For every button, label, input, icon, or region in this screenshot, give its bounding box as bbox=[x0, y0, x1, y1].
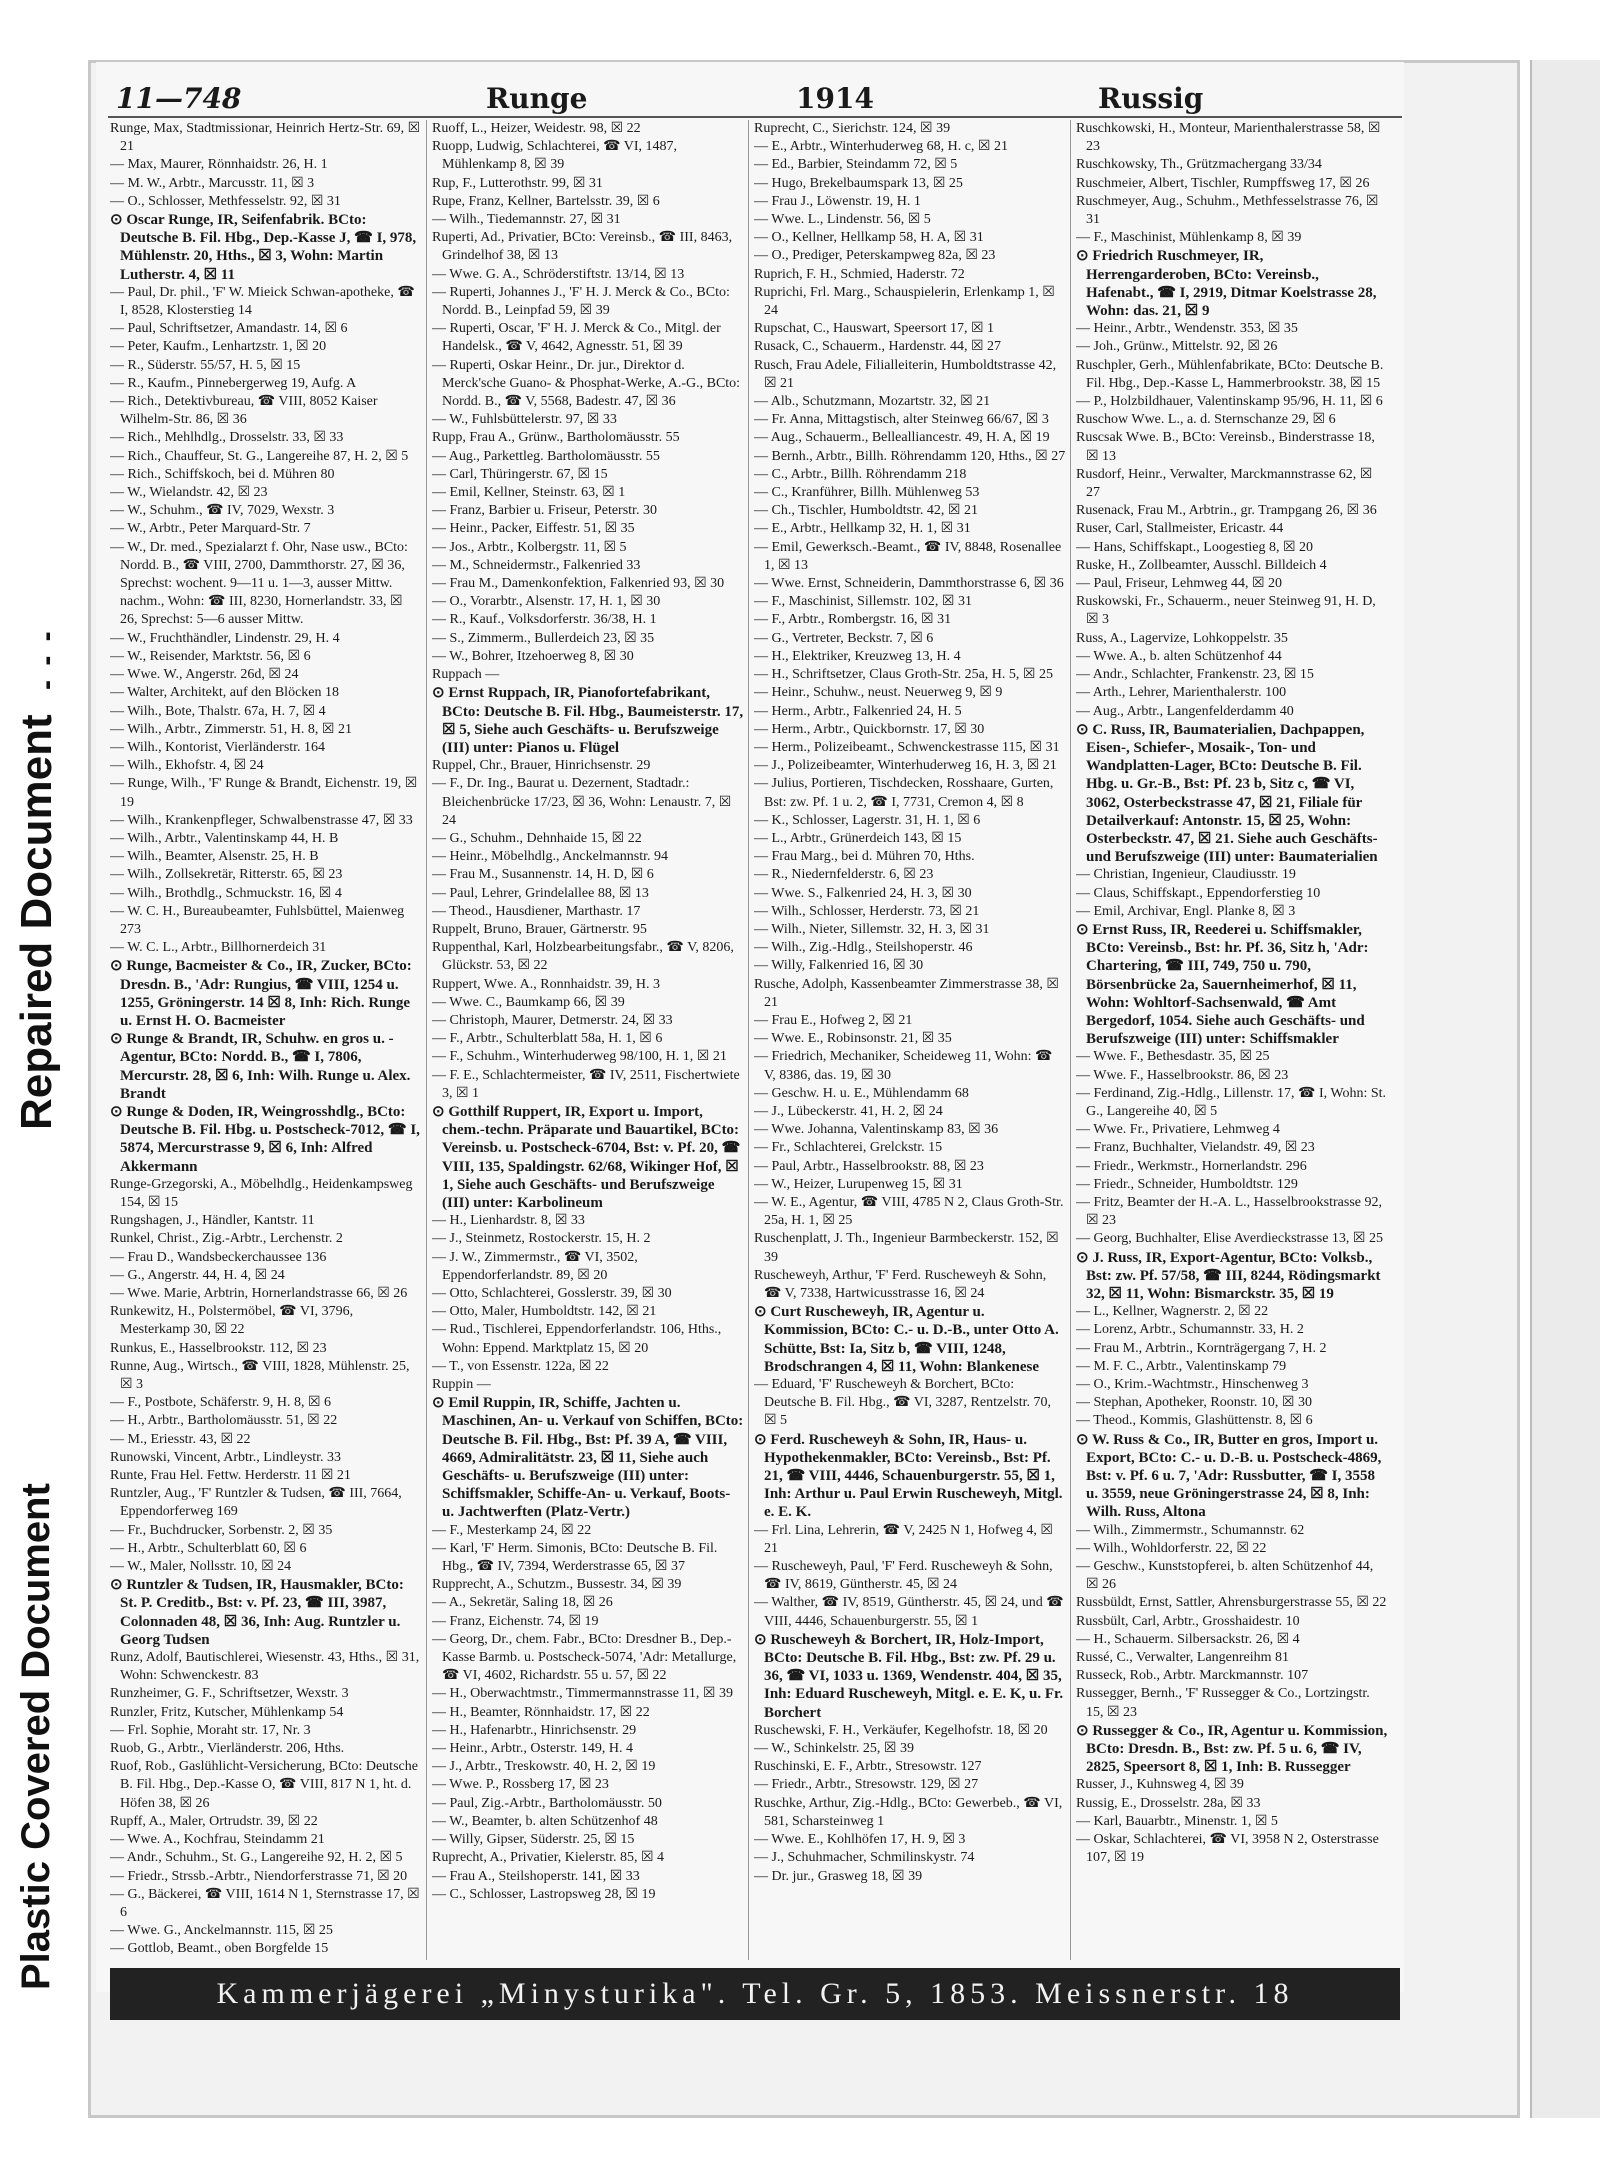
directory-entry: ⊙ Runtzler & Tudsen, IR, Hausmakler, BCto: St. P. Creditb., Bst: v. Pf. 23, ☎ III, 3987, Colonnaden 48, ☒ 36, Inh: Aug. Runtzler u. Georg Tudsen bbox=[110, 1577, 404, 1648]
directory-entry: — J., Lübeckerstr. 41, H. 2, ☒ 24 bbox=[754, 1103, 943, 1119]
directory-entry: — Frau D., Wandsbeckerchaussee 136 bbox=[110, 1249, 327, 1265]
directory-entry: — Franz, Barbier u. Friseur, Peterstr. 30 bbox=[432, 503, 657, 519]
directory-entry: — Alb., Schutzmann, Mozartstr. 32, ☒ 21 bbox=[754, 394, 991, 410]
directory-entry: — Christian, Ingenieur, Claudiusstr. 19 bbox=[1076, 867, 1296, 883]
directory-entry: — Rich., Chauffeur, St. G., Langereihe 87, H. 2, ☒ 5 bbox=[110, 448, 409, 464]
directory-entry: — Emil, Gewerksch.-Beamt., ☎ IV, 8848, Rosenallee 1, ☒ 13 bbox=[754, 539, 1062, 573]
directory-entry: — Arth., Lehrer, Marienthalerstr. 100 bbox=[1076, 685, 1287, 701]
directory-entry: — W. E., Agentur, ☎ VIII, 4785 N 2, Claus Groth-Str. 25a, H. 1, ☒ 25 bbox=[754, 1194, 1064, 1229]
directory-entry: Ruskowski, Fr., Schauerm., neuer Steinweg 91, H. D, ☒ 3 bbox=[1076, 594, 1376, 628]
directory-entry: Ruoff, L., Heizer, Weidestr. 98, ☒ 22 bbox=[432, 121, 641, 136]
directory-entry: ⊙ Runge, Bacmeister & Co., IR, Zucker, BCto: Dresdn. B., 'Adr: Rungius, ☎ VIII, 1254 u. 1255, Gröningerstr. 14 ☒ 8, Inh: Rich. Runge u. Ernst H. O. Bacmeister bbox=[110, 958, 412, 1029]
directory-entry: — W., Fruchthändler, Lindenstr. 29, H. 4 bbox=[110, 630, 340, 646]
directory-entry: — Carl, Thüringerstr. 67, ☒ 15 bbox=[432, 466, 608, 482]
adjacent-page-edge bbox=[1530, 60, 1600, 2118]
directory-entry: — Aug., Parkettleg. Bartholomäusstr. 55 bbox=[432, 448, 660, 464]
directory-columns bbox=[110, 120, 1400, 1960]
directory-entry: — L., Arbtr., Grünerdeich 143, ☒ 15 bbox=[754, 830, 962, 846]
directory-entry: Runge, Max, Stadtmissionar, Heinrich Hertz-Str. 69, ☒ 21 bbox=[110, 121, 421, 155]
directory-entry: Ruopp, Ludwig, Schlachterei, ☎ VI, 1487, Mühlenkamp 8, ☒ 39 bbox=[432, 139, 678, 173]
directory-entry: Russé, C., Verwalter, Langenreihm 81 bbox=[1076, 1650, 1290, 1666]
directory-entry: — Rud., Tischlerei, Eppendorferlandstr. 106, Hths., Wohn: Eppend. Marktplatz 15, ☒ 20 bbox=[432, 1322, 722, 1356]
directory-entry: — F. E., Schlachtermeister, ☎ IV, 2511, Fischertwiete 3, ☒ 1 bbox=[432, 1067, 740, 1101]
directory-entry: Runz, Adolf, Bautischlerei, Wiesenstr. 43, Hths., ☒ 31, Wohn: Schwenckestr. 83 bbox=[110, 1650, 420, 1684]
directory-entry: — Wilh., Brothdlg., Schmuckstr. 16, ☒ 4 bbox=[110, 885, 342, 901]
directory-entry: — Friedr., Strssb.-Arbtr., Niendorferstrasse 71, ☒ 20 bbox=[110, 1868, 408, 1884]
directory-entry: Ruprecht, C., Sierichstr. 124, ☒ 39 bbox=[754, 121, 951, 136]
directory-entry: — R., Kauf., Volksdorferstr. 36/38, H. 1 bbox=[432, 612, 657, 628]
directory-entry: ⊙ Ferd. Ruscheweyh & Sohn, IR, Haus- u. Hypothekenmakler, BCto: Vereinsb., Bst: Pf. 21, ☎ VIII, 4446, Schauenburgerstr. 55, ☒ 1, Inh: Arthur u. Paul Erwin Ruscheweyh, Mitgl. e. E. K. bbox=[754, 1431, 1063, 1521]
directory-entry: — Paul, Zig.-Arbtr., Bartholomäusstr. 50 bbox=[432, 1795, 662, 1811]
directory-entry: — Otto, Maler, Humboldtstr. 142, ☒ 21 bbox=[432, 1304, 657, 1320]
directory-entry: — Heinr., Arbtr., Wendenstr. 353, ☒ 35 bbox=[1076, 321, 1298, 337]
directory-entry: — W., Arbtr., Peter Marquard-Str. 7 bbox=[110, 521, 311, 537]
directory-entry: Ruperti, Ad., Privatier, BCto: Vereinsb., ☎ III, 8463, Grindelhof 38, ☒ 13 bbox=[432, 230, 733, 264]
column-divider bbox=[426, 120, 427, 1960]
directory-entry: Rusch, Frau Adele, Filialleiterin, Humboldtstrasse 42, ☒ 21 bbox=[754, 357, 1057, 391]
directory-entry: — Wilh., Krankenpfleger, Schwalbenstrasse 47, ☒ 33 bbox=[110, 812, 413, 828]
directory-entry: — Rich., Detektivbureau, ☎ VIII, 8052 Kaiser Wilhelm-Str. 86, ☒ 36 bbox=[110, 394, 378, 428]
directory-entry: — F., Maschinist, Sillemstr. 102, ☒ 31 bbox=[754, 594, 972, 610]
directory-entry: — Stephan, Apotheker, Roonstr. 10, ☒ 30 bbox=[1076, 1395, 1312, 1411]
directory-entry: — Max, Maurer, Rönnhaidstr. 26, H. 1 bbox=[110, 157, 328, 173]
directory-entry: — W., Bohrer, Itzehoerweg 8, ☒ 30 bbox=[432, 648, 634, 664]
directory-entry: — Herm., Polizeibeamt., Schwenckestrasse 115, ☒ 31 bbox=[754, 739, 1060, 755]
directory-column-4 bbox=[1076, 120, 1388, 1960]
directory-entry: — Wwe. Johanna, Valentinskamp 83, ☒ 36 bbox=[754, 1122, 999, 1138]
directory-entry: Rusche, Adolph, Kassenbeamter Zimmerstrasse 38, ☒ 21 bbox=[754, 976, 1059, 1010]
column-divider bbox=[1070, 120, 1071, 1960]
side-label-strip bbox=[0, 0, 82, 2177]
directory-entry: Runne, Aug., Wirtsch., ☎ VIII, 1828, Mühlenstr. 25, ☒ 3 bbox=[110, 1358, 410, 1393]
directory-entry: Ruschkowsky, Th., Grützmachergang 33/34 bbox=[1076, 157, 1322, 173]
directory-entry: — Wilh., Zig.-Hdlg., Steilshoperstr. 46 bbox=[754, 940, 973, 956]
directory-entry: — Frl. Sophie, Moraht str. 17, Nr. 3 bbox=[110, 1722, 311, 1738]
directory-entry: — Emil, Archivar, Engl. Planke 8, ☒ 3 bbox=[1076, 903, 1296, 919]
directory-entry: — Wwe. A., b. alten Schützenhof 44 bbox=[1076, 648, 1282, 664]
directory-entry: Ruppach — bbox=[432, 667, 500, 683]
directory-entry: Ruschinski, E. F., Arbtr., Stresowstr. 127 bbox=[754, 1759, 982, 1775]
directory-entry: — Wwe. Marie, Arbtrin, Hornerlandstrasse 66, ☒ 26 bbox=[110, 1286, 408, 1301]
directory-entry: — O., Kellner, Hellkamp 58, H. A, ☒ 31 bbox=[754, 230, 984, 246]
directory-entry: Rusack, C., Schauerm., Hardenstr. 44, ☒ 27 bbox=[754, 339, 1002, 355]
directory-entry: — H., Oberwachtmstr., Timmermannstrasse 11, ☒ 39 bbox=[432, 1686, 733, 1702]
directory-entry: — Wilh., Arbtr., Valentinskamp 44, H. B bbox=[110, 830, 339, 846]
directory-entry: — O., Krim.-Wachtmstr., Hinschenweg 3 bbox=[1076, 1377, 1309, 1393]
directory-entry: — S., Zimmerm., Bullerdeich 23, ☒ 35 bbox=[432, 630, 655, 646]
directory-entry: — Walter, Architekt, auf den Blöcken 18 bbox=[110, 685, 339, 701]
directory-entry: — Fr., Schlachterei, Grelckstr. 15 bbox=[754, 1140, 943, 1156]
directory-entry: — F., Mesterkamp 24, ☒ 22 bbox=[432, 1522, 592, 1538]
directory-entry: — M., Schneidermstr., Falkenried 33 bbox=[432, 557, 641, 573]
directory-entry: Rup, F., Lutterothstr. 99, ☒ 31 bbox=[432, 175, 603, 191]
directory-entry: — H., Schauerm. Silbersackstr. 26, ☒ 4 bbox=[1076, 1631, 1300, 1647]
directory-entry: — Wwe. F., Bethesdastr. 35, ☒ 25 bbox=[1076, 1049, 1270, 1065]
directory-entry: — H., Arbtr., Bartholomäusstr. 51, ☒ 22 bbox=[110, 1413, 338, 1429]
directory-entry: — Walther, ☎ IV, 8519, Güntherstr. 45, ☒ 24, und ☎ VIII, 4446, Schauenburgerstr. 55, ☒ 1 bbox=[754, 1595, 1064, 1629]
directory-entry: — Christoph, Maurer, Detmerstr. 24, ☒ 33 bbox=[432, 1012, 673, 1028]
header-year: 1914 bbox=[796, 82, 874, 115]
directory-entry: ⊙ Oscar Runge, IR, Seifenfabrik. BCto: Deutsche B. Fil. Hbg., Dep.-Kasse J, ☎ I, 978, Mühlenstr. 20, Hths., ☒ 3, Wohn: Martin Lutherstr. 4, ☒ 11 bbox=[110, 212, 417, 283]
directory-entry: Rupschat, C., Hauswart, Speersort 17, ☒ 1 bbox=[754, 321, 995, 337]
directory-entry: — Geschw. H. u. E., Mühlendamm 68 bbox=[754, 1085, 969, 1101]
directory-entry: — Wwe. L., Lindenstr. 56, ☒ 5 bbox=[754, 212, 931, 228]
directory-entry: — F., Arbtr., Rombergstr. 16, ☒ 31 bbox=[754, 612, 952, 628]
directory-entry: — Willy, Falkenried 16, ☒ 30 bbox=[754, 958, 924, 974]
directory-entry: — W., Schinkelstr. 25, ☒ 39 bbox=[754, 1741, 914, 1757]
directory-entry: Ruppin — bbox=[432, 1377, 491, 1393]
directory-entry: — M., Eriesstr. 43, ☒ 22 bbox=[110, 1431, 251, 1447]
directory-entry: — O., Prediger, Peterskampweg 82a, ☒ 23 bbox=[754, 248, 996, 264]
directory-entry: — H., Elektriker, Kreuzweg 13, H. 4 bbox=[754, 648, 961, 664]
directory-entry: Rupp, Frau A., Grünw., Bartholomäusstr. 55 bbox=[432, 430, 680, 446]
directory-entry: Ruppelt, Bruno, Brauer, Gärtnerstr. 95 bbox=[432, 921, 647, 937]
directory-entry: — W., Maler, Nollsstr. 10, ☒ 24 bbox=[110, 1559, 292, 1575]
directory-entry: — C., Kranführer, Billh. Mühlenweg 53 bbox=[754, 485, 980, 501]
directory-entry: — K., Schlosser, Lagerstr. 31, H. 1, ☒ 6 bbox=[754, 812, 981, 828]
directory-entry: — Fr. Anna, Mittagstisch, alter Steinweg 66/67, ☒ 3 bbox=[754, 412, 1049, 428]
directory-entry: — Paul, Schriftsetzer, Amandastr. 14, ☒ 6 bbox=[110, 321, 348, 337]
directory-entry: — J. W., Zimmermstr., ☎ VI, 3502, Eppendorferlandstr. 89, ☒ 20 bbox=[432, 1249, 638, 1283]
directory-entry: — R., Kaufm., Pinnebergerweg 19, Aufg. A bbox=[110, 375, 357, 391]
directory-entry: — Ruperti, Johannes J., 'F' H. J. Merck & Co., BCto: Nordd. B., Leinpfad 59, ☒ 39 bbox=[432, 284, 730, 319]
directory-entry: — W., Wielandstr. 42, ☒ 23 bbox=[110, 485, 268, 501]
directory-entry: — C., Schlosser, Lastropsweg 28, ☒ 19 bbox=[432, 1886, 656, 1902]
directory-entry: — L., Kellner, Wagnerstr. 2, ☒ 22 bbox=[1076, 1304, 1269, 1320]
directory-entry: — Frau E., Hofweg 2, ☒ 21 bbox=[754, 1012, 913, 1028]
directory-entry: — W. C. L., Arbtr., Billhornerdeich 31 bbox=[110, 940, 327, 956]
directory-entry: ⊙ Russegger & Co., IR, Agentur u. Kommission, BCto: Dresdn. B., Bst: zw. Pf. 5 u. 6, ☎ IV, 2825, Speersort 8, ☒ 1, Inh: B. Russegger bbox=[1076, 1722, 1388, 1776]
directory-entry: Russbült, Carl, Arbtr., Grosshaidestr. 10 bbox=[1076, 1613, 1300, 1629]
directory-entry: — Wwe. S., Falkenried 24, H. 3, ☒ 30 bbox=[754, 885, 972, 901]
directory-entry: — Joh., Grünw., Mittelstr. 92, ☒ 26 bbox=[1076, 339, 1278, 355]
directory-entry: — Heinr., Möbelhdlg., Anckelmannstr. 94 bbox=[432, 849, 669, 865]
directory-entry: ⊙ Curt Ruscheweyh, IR, Agentur u. Kommission, BCto: C.- u. D.-B., unter Otto A. Schütte, Bst: Ia, Sitz b, ☎ VIII, 1248, Brodschrangen 4, ☒ 11, Wohn: Blankenese bbox=[754, 1304, 1059, 1375]
directory-entry: Runkewitz, H., Polstermöbel, ☎ VI, 3796, Mesterkamp 30, ☒ 22 bbox=[110, 1304, 354, 1338]
directory-entry: — Andr., Schlachter, Frankenstr. 23, ☒ 15 bbox=[1076, 667, 1314, 683]
directory-entry: Ruser, Carl, Stallmeister, Ericastr. 44 bbox=[1076, 521, 1284, 537]
directory-entry: — Friedr., Arbtr., Stresowstr. 129, ☒ 27 bbox=[754, 1777, 979, 1793]
directory-entry: ⊙ Runge & Brandt, IR, Schuhw. en gros u. -Agentur, BCto: Nordd. B., ☎ I, 7806, Mercurstr. 28, ☒ 6, Inh: Wilh. Runge u. Alex. Brandt bbox=[110, 1031, 411, 1102]
directory-entry: — Julius, Portieren, Tischdecken, Rosshaare, Gurten, Bst: zw. Pf. 1 u. 2, ☎ I, 7731, Cremon 4, ☒ 8 bbox=[754, 776, 1054, 810]
advertisement-banner: Kammerjägerei „Minysturika". Tel. Gr. 5, 1853. Meissnerstr. 18 bbox=[110, 1968, 1400, 2020]
directory-entry: — O., Schlosser, Methfesselstr. 92, ☒ 31 bbox=[110, 193, 341, 209]
directory-entry: — Paul, Lehrer, Grindelallee 88, ☒ 13 bbox=[432, 885, 649, 901]
directory-entry: ⊙ Ernst Ruppach, IR, Pianofortefabrikant, BCto: Deutsche B. Fil. Hbg., Baumeisterstr. 17, ☒ 5, Siehe auch Geschäfts- u. Berufszweige (III) unter: Pianos u. Flügel bbox=[432, 685, 744, 756]
directory-entry: — H., Beamter, Rönnhaidstr. 17, ☒ 22 bbox=[432, 1704, 650, 1720]
directory-entry: — W., Beamter, b. alten Schützenhof 48 bbox=[432, 1813, 658, 1829]
directory-entry: — Geschw., Kunststopferei, b. alten Schützenhof 44, ☒ 26 bbox=[1076, 1559, 1374, 1593]
directory-entry: — Andr., Schuhm., St. G., Langereihe 92, H. 2, ☒ 5 bbox=[110, 1850, 403, 1866]
directory-entry: — F., Dr. Ing., Baurat u. Dezernent, Stadtadr.: Bleichenbrücke 17/23, ☒ 36, Wohn: Lenaustr. 7, ☒ 24 bbox=[432, 776, 732, 828]
directory-entry: — G., Vertreter, Beckstr. 7, ☒ 6 bbox=[754, 630, 934, 646]
directory-entry: — G., Bäckerei, ☎ VIII, 1614 N 1, Sternstrasse 17, ☒ 6 bbox=[110, 1886, 420, 1920]
directory-entry: — Frau M., Arbtrin., Kornträgergang 7, H. 2 bbox=[1076, 1340, 1327, 1356]
directory-entry: — Rich., Schiffskoch, bei d. Mühren 80 bbox=[110, 466, 335, 482]
directory-entry: Ruschewski, F. H., Verkäufer, Kegelhofstr. 18, ☒ 20 bbox=[754, 1722, 1048, 1738]
directory-entry: — Rich., Mehlhdlg., Drosselstr. 33, ☒ 33 bbox=[110, 430, 344, 446]
directory-entry: Ruske, H., Zollbeamter, Ausschl. Billdeich 4 bbox=[1076, 557, 1327, 573]
directory-entry: — Gottlob, Beamt., oben Borgfelde 15 bbox=[110, 1941, 329, 1957]
directory-entry: Rupprecht, A., Schutzm., Bussestr. 34, ☒ 39 bbox=[432, 1577, 682, 1593]
directory-entry: — Hans, Schiffskapt., Loogestieg 8, ☒ 20 bbox=[1076, 539, 1314, 555]
directory-entry: — Paul, Arbtr., Hasselbrookstr. 88, ☒ 23 bbox=[754, 1158, 984, 1174]
directory-entry: — Runge, Wilh., 'F' Runge & Brandt, Eichenstr. 19, ☒ 19 bbox=[110, 776, 418, 810]
directory-entry: — Heinr., Packer, Eiffestr. 51, ☒ 35 bbox=[432, 521, 635, 537]
directory-entry: — Ruperti, Oskar Heinr., Dr. jur., Direktor d. Merck'sche Guano- & Phosphat-Werke, A.-G., BCto: Nordd. B., ☎ V, 5568, Badestr. 47, ☒ 36 bbox=[432, 357, 741, 410]
plastic-covered-document-label: Plastic Covered Document bbox=[14, 1483, 58, 1990]
directory-entry: — Wilh., Zollsekretär, Ritterstr. 65, ☒ 23 bbox=[110, 867, 343, 883]
directory-entry: Runowski, Vincent, Arbtr., Lindleystr. 33 bbox=[110, 1449, 342, 1465]
directory-entry: Runkel, Christ., Zig.-Arbtr., Lerchenstr. 2 bbox=[110, 1231, 343, 1247]
directory-entry: — Wwe. F., Hasselbrookstr. 86, ☒ 23 bbox=[1076, 1067, 1289, 1083]
directory-entry: Runge-Grzegorski, A., Möbelhdlg., Heidenkampsweg 154, ☒ 15 bbox=[110, 1176, 413, 1210]
repaired-document-label: Repaired Document bbox=[12, 714, 61, 1130]
directory-entry: Rusdorf, Heinr., Verwalter, Marckmannstrasse 62, ☒ 27 bbox=[1076, 466, 1373, 501]
directory-entry: — G., Angerstr. 44, H. 4, ☒ 24 bbox=[110, 1267, 285, 1283]
directory-entry: Ruschmeyer, Aug., Schuhm., Methfesselstrasse 76, ☒ 31 bbox=[1076, 193, 1379, 228]
directory-entry: ⊙ Emil Ruppin, IR, Schiffe, Jachten u. Maschinen, An- u. Verkauf von Schiffen, BCto: Deutsche B. Fil. Hbg., Bst: Pf. 39 A, ☎ VIII, 4669, Admiralitätstr. 23, ☒ 11, Siehe auch Geschäfts- u. Berufszweige (III) unter: Schiffsmakler, Schiffe-An- u. Verkauf, Boots- u. Jachtwerften (Platz-Vertr.) bbox=[432, 1395, 744, 1521]
side-label-dashes: - - - bbox=[30, 628, 63, 690]
directory-entry: — Georg, Dr., chem. Fabr., BCto: Dresdner B., Dep.-Kasse Barmb. u. Postscheck-5074, 'Adr: Metallurge, ☎ VI, 4602, Richardstr. 55 u. 57, ☒ 22 bbox=[432, 1631, 737, 1684]
directory-entry: — Theod., Kommis, Glashüttenstr. 8, ☒ 6 bbox=[1076, 1413, 1313, 1429]
header-rule bbox=[108, 116, 1402, 118]
directory-entry: — Ruperti, Oscar, 'F' H. J. Merck & Co., Mitgl. der Handelsk., ☎ V, 4642, Agnesstr. 51, ☒ 39 bbox=[432, 321, 721, 355]
directory-entry: — J., Schuhmacher, Schmilinskystr. 74 bbox=[754, 1850, 975, 1866]
directory-entry: Ruschkowski, H., Monteur, Marienthalerstrasse 58, ☒ 23 bbox=[1076, 121, 1381, 155]
directory-entry: Russegger, Bernh., 'F' Russegger & Co., Lortzingstr. 15, ☒ 23 bbox=[1076, 1686, 1370, 1720]
directory-entry: — Wwe. E., Kohlhöfen 17, H. 9, ☒ 3 bbox=[754, 1832, 966, 1848]
directory-entry: — Wilh., Wohldorferstr. 22, ☒ 22 bbox=[1076, 1540, 1267, 1556]
directory-entry: — J., Steinmetz, Rostockerstr. 15, H. 2 bbox=[432, 1231, 651, 1247]
directory-entry: — Friedr., Schneider, Humboldtstr. 129 bbox=[1076, 1176, 1298, 1192]
header-first-name: Runge bbox=[486, 82, 588, 115]
directory-entry: — M. W., Arbtr., Marcusstr. 11, ☒ 3 bbox=[110, 175, 315, 191]
directory-entry: Ruprichi, Frl. Marg., Schauspielerin, Erlenkamp 1, ☒ 24 bbox=[754, 284, 1055, 319]
directory-entry: — Wilh., Ekhofstr. 4, ☒ 24 bbox=[110, 758, 264, 774]
directory-entry: Runzler, Fritz, Kutscher, Mühlenkamp 54 bbox=[110, 1704, 344, 1720]
column-divider bbox=[748, 120, 749, 1960]
directory-entry: Russeck, Rob., Arbtr. Marckmannstr. 107 bbox=[1076, 1668, 1309, 1684]
directory-entry: — F., Arbtr., Schulterblatt 58a, H. 1, ☒ 6 bbox=[432, 1031, 663, 1047]
page-header bbox=[108, 76, 1402, 116]
directory-entry: — J., Arbtr., Treskowstr. 40, H. 2, ☒ 19 bbox=[432, 1759, 656, 1775]
directory-entry: Ruppert, Wwe. A., Ronnhaidstr. 39, H. 3 bbox=[432, 976, 661, 992]
directory-entry: — Eduard, 'F' Ruscheweyh & Borchert, BCto: Deutsche B. Fil. Hbg., ☎ VI, 3287, Rentzelstr. 70, ☒ 5 bbox=[754, 1377, 1052, 1429]
directory-entry: — Hugo, Brekelbaumspark 13, ☒ 25 bbox=[754, 175, 963, 191]
directory-entry: — Willy, Gipser, Süderstr. 25, ☒ 15 bbox=[432, 1832, 635, 1848]
directory-entry: — Frau M., Susannenstr. 14, H. D, ☒ 6 bbox=[432, 867, 654, 883]
directory-entry: — Theod., Hausdiener, Marthastr. 17 bbox=[432, 903, 641, 919]
directory-entry: — Heinr., Schuhw., neust. Neuerweg 9, ☒ 9 bbox=[754, 685, 1003, 701]
directory-entry: Russer, J., Kuhnsweg 4, ☒ 39 bbox=[1076, 1777, 1244, 1793]
directory-entry: — Georg, Buchhalter, Elise Averdieckstrasse 13, ☒ 25 bbox=[1076, 1231, 1383, 1247]
directory-entry: — Wilh., Kontorist, Vierländerstr. 164 bbox=[110, 739, 326, 755]
directory-entry: — W., Schuhm., ☎ IV, 7029, Wexstr. 3 bbox=[110, 503, 335, 519]
directory-entry: — Herm., Arbtr., Quickbornstr. 17, ☒ 30 bbox=[754, 721, 985, 737]
directory-column-3 bbox=[754, 120, 1066, 1960]
directory-entry: — G., Schuhm., Dehnhaide 15, ☒ 22 bbox=[432, 830, 642, 846]
directory-entry: — F., Maschinist, Mühlenkamp 8, ☒ 39 bbox=[1076, 230, 1302, 246]
directory-entry: Ruppel, Chr., Brauer, Hinrichsenstr. 29 bbox=[432, 758, 651, 774]
directory-entry: — Bernh., Arbtr., Billh. Röhrendamm 120, Hths., ☒ 27 bbox=[754, 448, 1066, 464]
directory-entry: — Herm., Arbtr., Falkenried 24, H. 5 bbox=[754, 703, 962, 719]
directory-entry: — A., Sekretär, Saling 18, ☒ 26 bbox=[432, 1595, 613, 1611]
directory-entry: — Wilh., Tiedemannstr. 27, ☒ 31 bbox=[432, 212, 621, 228]
directory-entry: — Aug., Arbtr., Langenfelderdamm 40 bbox=[1076, 703, 1294, 719]
directory-entry: ⊙ W. Russ & Co., IR, Butter en gros, Import u. Export, BCto: C.- u. D.-B. u. Postscheck-4869, Bst: v. Pf. 6 u. 7, 'Adr: Russbutter, ☎ I, 3558 u. 3559, neue Gröningerstrasse 24, ☒ 8, Inh: Wilh. Russ, Altona bbox=[1076, 1431, 1382, 1521]
directory-entry: — Wilh., Nieter, Sillemstr. 32, H. 3, ☒ 31 bbox=[754, 921, 990, 937]
directory-entry: — Jos., Arbtr., Kolbergstr. 11, ☒ 5 bbox=[432, 539, 627, 555]
directory-entry: Rupff, A., Maler, Ortrudstr. 39, ☒ 22 bbox=[110, 1813, 318, 1829]
directory-entry: Ruschke, Arthur, Zig.-Hdlg., BCto: Gewerbeb., ☎ VI, 581, Scharsteinweg 1 bbox=[754, 1795, 1063, 1829]
directory-entry: — W., Dr. med., Spezialarzt f. Ohr, Nase usw., BCto: Nordd. B., ☎ VIII, 2700, Dammthorstr. 27, ☒ 36, Sprechst: wochent. 9—11 u. 1—3, ausser Mittw. nachm., Wohn: ☎ III, 8230, Hornerlandstr. 33, ☒ 26, Sprechst: 5—6 ausser Mittw. bbox=[110, 539, 408, 628]
directory-entry: — Karl, Bauarbtr., Minenstr. 1, ☒ 5 bbox=[1076, 1813, 1278, 1829]
directory-entry: — Wwe. Ernst, Schneiderin, Dammthorstrasse 6, ☒ 36 bbox=[754, 576, 1064, 592]
directory-entry: — M. F. C., Arbtr., Valentinskamp 79 bbox=[1076, 1358, 1287, 1374]
directory-entry: — F., Schuhm., Winterhuderweg 98/100, H. 1, ☒ 21 bbox=[432, 1049, 727, 1065]
directory-entry: Ruschenplatt, J. Th., Ingenieur Barmbeckerstr. 152, ☒ 39 bbox=[754, 1231, 1059, 1265]
directory-entry: — W. C. H., Bureaubeamter, Fuhlsbüttel, Maienweg 273 bbox=[110, 903, 405, 937]
directory-entry: — Wwe. E., Robinsonstr. 21, ☒ 35 bbox=[754, 1031, 952, 1047]
directory-entry: — Frau J., Löwenstr. 19, H. 1 bbox=[754, 193, 921, 209]
directory-entry: — F., Postbote, Schäferstr. 9, H. 8, ☒ 6 bbox=[110, 1395, 332, 1411]
directory-entry: — T., von Essenstr. 122a, ☒ 22 bbox=[432, 1358, 609, 1374]
directory-entry: Runtzler, Aug., 'F' Runtzler & Tudsen, ☎ III, 7664, Eppendorferweg 169 bbox=[110, 1486, 402, 1520]
directory-entry: Rupe, Franz, Kellner, Bartelsstr. 39, ☒ 6 bbox=[432, 193, 660, 209]
directory-entry: Ruppenthal, Karl, Holzbearbeitungsfabr., ☎ V, 8206, Glückstr. 53, ☒ 22 bbox=[432, 940, 734, 974]
directory-entry: — Emil, Kellner, Steinstr. 63, ☒ 1 bbox=[432, 485, 626, 501]
directory-entry: — Wwe. C., Baumkamp 66, ☒ 39 bbox=[432, 994, 625, 1010]
directory-entry: — H., Schriftsetzer, Claus Groth-Str. 25a, H. 5, ☒ 25 bbox=[754, 667, 1053, 683]
directory-column-1 bbox=[110, 120, 422, 1960]
directory-entry: — Wilh., Beamter, Alsenstr. 25, H. B bbox=[110, 849, 319, 865]
directory-entry: — W., Reisender, Marktstr. 56, ☒ 6 bbox=[110, 648, 311, 664]
directory-entry: — Franz, Buchhalter, Vielandstr. 49, ☒ 23 bbox=[1076, 1140, 1315, 1156]
directory-entry: — Friedr., Werkmstr., Hornerlandstr. 296 bbox=[1076, 1158, 1307, 1174]
directory-entry: — Franz, Eichenstr. 74, ☒ 19 bbox=[432, 1613, 599, 1629]
directory-entry: — J., Polizeibeamter, Winterhuderweg 16, H. 3, ☒ 21 bbox=[754, 758, 1057, 774]
directory-entry: ⊙ Ernst Russ, IR, Reederei u. Schiffsmakler, BCto: Vereinsb., Bst: hr. Pf. 36, Sitz h, 'Adr: Chartering, ☎ III, 749, 750 u. 790, Börsenbrücke 2a, Sauernheimerhof, ☒ 11, Wohn: Wohltorf-Sachsenwald, ☎ Amt Bergedorf, 1054. Siehe auch Geschäfts- und Berufszweige (III) unter: Schiffsmakler bbox=[1076, 921, 1369, 1048]
directory-entry: — Wwe. Fr., Privatiere, Lehmweg 4 bbox=[1076, 1122, 1280, 1138]
directory-entry: — Ch., Tischler, Humboldtstr. 42, ☒ 21 bbox=[754, 503, 978, 519]
directory-entry: ⊙ C. Russ, IR, Baumaterialien, Dachpappen, Eisen-, Schiefer-, Mosaik-, Ton- und Wandplatten-Lager, BCto: Deutsche B. Fil. Hbg. u. Gr.-B., Bst: Pf. 23 b, Sitz c, ☎ VI, 3062, Osterbeckstrasse 47, ☒ 21, Filiale für Detailverkauf: Antonstr. 15, ☒ 25, Wohn: Osterbeckstr. 47, ☒ 21. Siehe auch Geschäfts- und Berufszweige (III) unter: Baumaterialien bbox=[1076, 721, 1378, 866]
directory-entry: — R., Niedernfelderstr. 6, ☒ 23 bbox=[754, 867, 934, 883]
directory-entry: — Oskar, Schlachterei, ☎ VI, 3958 N 2, Osterstrasse 107, ☒ 19 bbox=[1076, 1832, 1379, 1866]
directory-entry: — W., Fuhlsbüttelerstr. 97, ☒ 33 bbox=[432, 412, 617, 428]
directory-entry: — Ruscheweyh, Paul, 'F' Ferd. Ruscheweyh & Sohn, ☎ IV, 8619, Güntherstr. 45, ☒ 24 bbox=[754, 1559, 1053, 1593]
directory-entry: — Wilh., Arbtr., Zimmerstr. 51, H. 8, ☒ 21 bbox=[110, 721, 352, 737]
directory-entry: Ruof, Rob., Gaslühlicht-Versicherung, BCto: Deutsche B. Fil. Hbg., Dep.-Kasse O, ☎ VIII, 817 N 1, ht. d. Höfen 38, ☒ 26 bbox=[110, 1759, 418, 1811]
directory-entry: ⊙ Gotthilf Ruppert, IR, Export u. Import, chem.-techn. Präparate und Bauartikel, BCto: Vereinsb. u. Postscheck-6704, Bst: v. Pf. 20, ☎ VIII, 135, Spaldingstr. 62/68, Wikinger Hof, ☒ 1, Siehe auch Geschäfts- und Berufszweige (III) unter: Karbolineum bbox=[432, 1103, 741, 1211]
directory-entry: — Wwe. A., Kochfrau, Steindamm 21 bbox=[110, 1832, 325, 1848]
directory-entry: — W., Heizer, Lurupenweg 15, ☒ 31 bbox=[754, 1176, 963, 1192]
directory-entry: Ruscheweyh, Arthur, 'F' Ferd. Ruscheweyh & Sohn, ☎ V, 7338, Hartwicusstrasse 16, ☒ 24 bbox=[754, 1267, 1047, 1301]
directory-entry: ⊙ Friedrich Ruschmeyer, IR, Herrengarderoben, BCto: Vereinsb., Hafenabt., ☎ I, 2919, Ditmar Koelstrasse 28, Wohn: das. 21, ☒ 9 bbox=[1076, 248, 1377, 320]
directory-entry: — P., Holzbildhauer, Valentinskamp 95/96, H. 11, ☒ 6 bbox=[1076, 394, 1383, 410]
directory-entry: — Wwe. G. A., Schröderstiftstr. 13/14, ☒ 13 bbox=[432, 266, 685, 282]
directory-entry: Ruschow Wwe. L., a. d. Sternschanze 29, ☒ 6 bbox=[1076, 412, 1336, 428]
directory-entry: Rungshagen, J., Händler, Kantstr. 11 bbox=[110, 1213, 315, 1229]
directory-entry: — Ed., Barbier, Steindamm 72, ☒ 5 bbox=[754, 157, 958, 173]
directory-entry: — H., Lienhardstr. 8, ☒ 33 bbox=[432, 1213, 585, 1229]
directory-entry: — Dr. jur., Grasweg 18, ☒ 39 bbox=[754, 1868, 923, 1884]
directory-entry: ⊙ J. Russ, IR, Export-Agentur, BCto: Volksb., Bst: zw. Pf. 57/58, ☎ III, 8244, Rödingsmarkt 32, ☒ 11, Wohn: Bismarckstr. 35, ☒ 19 bbox=[1076, 1249, 1381, 1302]
directory-entry: ⊙ Ruscheweyh & Borchert, IR, Holz-Import, BCto: Deutsche B. Fil. Hbg., Bst: zw. Pf. 29 u. 36, ☎ VI, 1033 u. 1369, Wendenstr. 404, ☒ 35, Inh: Eduard Ruscheweyh, Mitgl. e. E. K, u. Fr. Borchert bbox=[754, 1631, 1064, 1721]
directory-entry: — Fritz, Beamter der H.-A. L., Hasselbrookstrasse 92, ☒ 23 bbox=[1076, 1194, 1382, 1229]
directory-entry: — E., Arbtr., Winterhuderweg 68, H. c, ☒ 21 bbox=[754, 139, 1008, 155]
directory-entry: — Lorenz, Arbtr., Schumannstr. 33, H. 2 bbox=[1076, 1322, 1304, 1338]
directory-entry: — Frau Marg., bei d. Mühren 70, Hths. bbox=[754, 849, 975, 865]
directory-entry: Russbüldt, Ernst, Sattler, Ahrensburgerstrasse 55, ☒ 22 bbox=[1076, 1595, 1387, 1611]
directory-entry: — R., Süderstr. 55/57, H. 5, ☒ 15 bbox=[110, 357, 301, 373]
header-last-name: Russig bbox=[1098, 82, 1204, 115]
directory-entry: — Frau A., Steilshoperstr. 141, ☒ 33 bbox=[432, 1868, 640, 1884]
directory-entry: Runkus, E., Hasselbrookstr. 112, ☒ 23 bbox=[110, 1340, 327, 1356]
directory-entry: — Wwe. G., Anckelmannstr. 115, ☒ 25 bbox=[110, 1923, 333, 1939]
directory-column-2 bbox=[432, 120, 744, 1960]
directory-entry: — Frau M., Damenkonfektion, Falkenried 93, ☒ 30 bbox=[432, 576, 725, 592]
directory-entry: — Wwe. P., Rossberg 17, ☒ 23 bbox=[432, 1777, 609, 1793]
directory-entry: — O., Vorarbtr., Alsenstr. 17, H. 1, ☒ 30 bbox=[432, 594, 661, 610]
directory-entry: — Heinr., Arbtr., Osterstr. 149, H. 4 bbox=[432, 1741, 634, 1757]
directory-entry: Runzheimer, G. F., Schriftsetzer, Wexstr. 3 bbox=[110, 1686, 349, 1702]
directory-entry: — Paul, Dr. phil., 'F' W. Mieick Schwan-apotheke, ☎ I, 8528, Klosterstieg 14 bbox=[110, 284, 415, 319]
directory-entry: Russ, A., Lagervize, Lohkoppelstr. 35 bbox=[1076, 630, 1288, 646]
directory-entry: — Aug., Schauerm., Belleallianсestr. 49, H. A, ☒ 19 bbox=[754, 430, 1050, 446]
directory-entry: Ruprich, F. H., Schmied, Haderstr. 72 bbox=[754, 266, 965, 282]
directory-entry: Ruob, G., Arbtr., Vierländerstr. 206, Hths. bbox=[110, 1741, 345, 1757]
directory-entry: Russig, E., Drosselstr. 28a, ☒ 33 bbox=[1076, 1795, 1261, 1811]
directory-entry: — Wilh., Bote, Thalstr. 67a, H. 7, ☒ 4 bbox=[110, 703, 326, 719]
directory-entry: — Claus, Schiffskapt., Eppendorferstieg 10 bbox=[1076, 885, 1321, 901]
directory-entry: Ruschpler, Gerh., Mühlenfabrikate, BCto: Deutsche B. Fil. Hbg., Dep.-Kasse L, Hammerbrookstr. 38, ☒ 15 bbox=[1076, 357, 1384, 391]
directory-entry: — Friedrich, Mechaniker, Scheideweg 11, Wohn: ☎ V, 8386, das. 19, ☒ 30 bbox=[754, 1049, 1053, 1083]
directory-entry: — Peter, Kaufm., Lenhartzstr. 1, ☒ 20 bbox=[110, 339, 327, 355]
directory-entry: Runte, Frau Hel. Fettw. Herderstr. 11 ☒ 21 bbox=[110, 1468, 351, 1484]
directory-entry: — E., Arbtr., Hellkamp 32, H. 1, ☒ 31 bbox=[754, 521, 971, 537]
directory-entry: ⊙ Runge & Doden, IR, Weingrosshdlg., BCto: Deutsche B. Fil. Hbg. u. Postscheck-7012, ☎ I, 5874, Mercurstrasse 9, ☒ 6, Inh: Alfred Akkermann bbox=[110, 1103, 420, 1175]
directory-entry: — H., Arbtr., Schulterblatt 60, ☒ 6 bbox=[110, 1540, 307, 1556]
directory-entry: — Karl, 'F' Herm. Simonis, BCto: Deutsche B. Fil. Hbg., ☎ IV, 7394, Werderstrasse 65, ☒ 37 bbox=[432, 1540, 718, 1575]
directory-entry: — Wwe. W., Angerstr. 26d, ☒ 24 bbox=[110, 667, 299, 683]
directory-entry: Rusenack, Frau M., Arbtrin., gr. Trampgang 26, ☒ 36 bbox=[1076, 503, 1377, 519]
directory-entry: — Otto, Schlachterei, Gosslerstr. 39, ☒ 30 bbox=[432, 1286, 672, 1301]
directory-entry: — Frl. Lina, Lehrerin, ☎ V, 2425 N 1, Hofweg 4, ☒ 21 bbox=[754, 1522, 1053, 1556]
page-number: 11—748 bbox=[116, 82, 242, 115]
directory-entry: Ruschmeier, Albert, Tischler, Rumpffsweg 17, ☒ 26 bbox=[1076, 175, 1370, 191]
directory-entry: Ruprecht, A., Privatier, Kielerstr. 85, ☒ 4 bbox=[432, 1850, 665, 1866]
directory-entry: — C., Arbtr., Billh. Röhrendamm 218 bbox=[754, 466, 967, 482]
directory-entry: — Fr., Buchdrucker, Sorbenstr. 2, ☒ 35 bbox=[110, 1522, 333, 1538]
directory-entry: — Wilh., Schlosser, Herderstr. 73, ☒ 21 bbox=[754, 903, 980, 919]
directory-entry: — Paul, Friseur, Lehmweg 44, ☒ 20 bbox=[1076, 576, 1283, 592]
directory-entry: — H., Hafenarbtr., Hinrichsenstr. 29 bbox=[432, 1722, 637, 1738]
directory-entry: — Wilh., Zimmermstr., Schumannstr. 62 bbox=[1076, 1522, 1305, 1538]
directory-entry: Ruscsak Wwe. B., BCto: Vereinsb., Binderstrasse 18, ☒ 13 bbox=[1076, 430, 1375, 464]
directory-entry: — Ferdinand, Zig.-Hdlg., Lillenstr. 17, ☎ I, Wohn: St. G., Langereihe 40, ☒ 5 bbox=[1076, 1085, 1387, 1119]
